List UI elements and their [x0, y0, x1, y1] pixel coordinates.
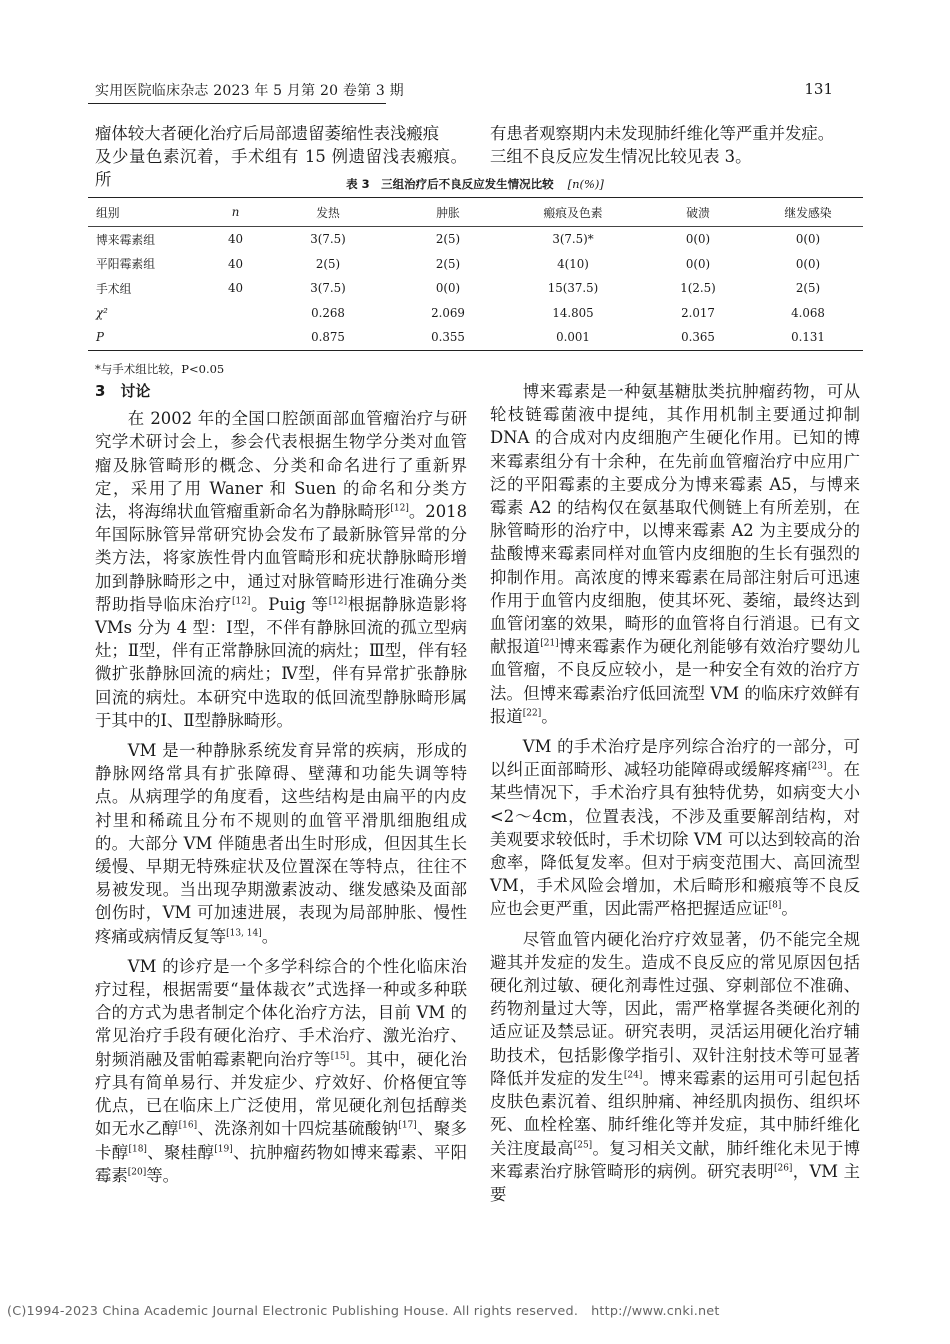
table-cell: 40	[227, 281, 243, 296]
table-cell: 40	[227, 232, 243, 247]
col-header: 破溃	[643, 198, 753, 227]
table-row	[88, 325, 863, 350]
paragraph: 在 2002 年的全国口腔颌面部血管瘤治疗与研究学术研讨会上，参会代表根据生物学分类对血管瘤及脉管畸形的概念、分类和命名进行了重新界定，采用了用 Waner 和 Suen 的命名和分类方法，将海绵状血管瘤重新命名为静脉畸形[12]。2018 年国际脉管异常研究协会发布了最新脉管异常的分类方法，将家族性骨内血管畸形和疣状静脉畸形增加到静脉畸形之中，通过对脉管畸形进行准确分类帮助指导临床治疗[12]。Puig 等[12]根据静脉造影将 VMs 分为 4 型：Ⅰ型，不伴有静脉回流的孤立型病灶；Ⅱ型，伴有正常静脉回流的病灶；Ⅲ型，伴有轻微扩张静脉回流的病灶；Ⅳ型，伴有异常扩张静脉回流的病灶。本研究中选取的低回流型静脉畸形属于其中的Ⅰ、Ⅱ型静脉畸形。	[95, 409, 468, 730]
paragraph: VM 是一种静脉系统发育异常的疾病，形成的静脉网络常具有扩张障碍、壁薄和功能失调等特点。从病理学的角度看，这些结构是由扁平的内皮衬里和稀疏且分布不规则的血管平滑肌细胞组成的。大部分 VM 伴随患者出生时形成，但因其生长缓慢、早期无特殊症状及位置深在等特点，往往不易被发现。当出现孕期激素波动、继发感染及面部创伤时，VM 可加速进展，表现为局部肿胀、慢性疼痛或病情反复等[13, 14]。	[95, 741, 467, 946]
col-header: 组别	[88, 198, 208, 227]
table-caption	[95, 176, 855, 192]
table-cell: 平阳霉素组	[96, 257, 155, 272]
table-cell: 0.365	[643, 325, 753, 350]
table-row	[88, 276, 863, 301]
col-header: 发热	[263, 198, 393, 227]
text-line: 有患者观察期内未发现肺纤维化等严重并发症。	[490, 124, 835, 143]
table-cell: 0(0)	[795, 232, 821, 247]
table-cell: 3(7.5)*	[552, 232, 594, 247]
table-title: 表 3 三组治疗后不良反应发生情况比较	[346, 177, 554, 191]
col-header: n	[208, 198, 263, 227]
table-cell: 0(0)	[435, 281, 461, 296]
paragraph: VM 的诊疗是一个多学科综合的个性化临床治疗过程，根据需要“量体裁衣”式选择一种或多种联合的方式为患者制定个体化治疗方法，目前 VM 的常见治疗手段有硬化治疗、手术治疗、激光治疗、射频消融及雷帕霉素靶向治疗等[15]。其中，硬化治疗具有简单易行、并发症少、疗效好、价格便宜等优点，已在临床上广泛使用，常见硬化剂包括醇类如无水乙醇[16]、洗涤剂如十四烷基硫酸钠[17]、聚多卡醇[18]、聚桂醇[19]、抗肿瘤药物如博来霉素、平阳霉素[20]等。	[95, 956, 468, 1185]
table-cell	[208, 325, 263, 350]
text-line: 及少量色素沉着，手术组有 15 例遗留浅表瘢痕。所	[95, 147, 467, 190]
table-cell: 0.355	[393, 325, 503, 350]
table-cell: 0.001	[503, 325, 643, 350]
table-cell: 0(0)	[795, 256, 821, 271]
page-number: 131	[804, 80, 833, 98]
table-cell: 2.017	[681, 305, 715, 320]
paragraph: VM 的手术治疗是序列综合治疗的一部分，可以纠正面部畸形、减轻功能障碍或缓解疼痛[23]。在某些情况下，手术治疗具有独特优势，如病变大小<2～4cm，位置表浅，不涉及重要解剖结构，对美观要求较低时，手术切除 VM 可以达到较高的治愈率，降低复发率。但对于病变范围大、高回流型 VM，手术风险会增加，术后畸形和瘢痕等不良反应也会更严重，因此需严格把握适应证[8]。	[490, 737, 861, 919]
table-cell: 2(5)	[435, 232, 461, 247]
table-cell: P	[88, 325, 208, 350]
table-cell: 40	[227, 256, 243, 271]
table-cell: 0(0)	[685, 256, 711, 271]
col-header: 继发感染	[753, 198, 863, 227]
table-cell: 博来霉素组	[96, 232, 155, 247]
copyright-footer: (C)1994-2023 China Academic Journal Electronic Publishing House. All rights reserved. http://www.cnki.net	[7, 1304, 720, 1319]
left-column	[95, 380, 467, 1187]
table-cell: χ²	[96, 305, 108, 320]
table-cell: 4.068	[791, 305, 825, 320]
adverse-reactions-table	[88, 197, 863, 351]
table-cell: 3(7.5)	[310, 281, 346, 296]
table-cell: 0.268	[311, 305, 345, 320]
table-cell: 0.131	[753, 325, 863, 350]
paragraph: 尽管血管内硬化治疗疗效显著，仍不能完全规避其并发症的发生。造成不良反应的常见原因包括硬化剂过敏、硬化剂毒性过强、穿刺部位不准确、药物剂量过大等，因此，需严格掌握各类硬化剂的适应证及禁忌证。研究表明，灵活运用硬化治疗辅助技术，包括影像学指引、双针注射技术等可显著降低并发症的发生[24]。博来霉素的运用可引起包括皮肤色素沉着、组织肿痛、神经肌肉损伤、组织坏死、血栓栓塞、肺纤维化等并发症，其中肺纤维化关注度最高[25]。复习相关文献，肺纤维化未见于博来霉素治疗脉管畸形的病例。研究表明[26]，VM 主要	[490, 929, 861, 1204]
paragraph: 博来霉素是一种氨基糖肽类抗肿瘤药物，可从轮枝链霉菌液中提纯，其作用机制主要通过抑制 DNA 的合成对内皮细胞产生硬化作用。已知的博来霉素组分有十余种，在先前血管瘤治疗中应用广泛的平阳霉素的主要成分为博来霉素 A5，与博来霉素 A2 的结构仅在氨基取代侧链上有所差别，在脉管畸形的治疗中，以博来霉素 A2 为主要成分的盐酸博来霉素同样对血管内皮细胞的生长有强烈的抑制作用。高浓度的博来霉素在局部注射后可迅速作用于血管内皮细胞，使其坏死、萎缩，最终达到血管闭塞的效果，畸形的血管将自行消退。已有文献报道[21]博来霉素作为硬化剂能够有效治疗婴幼儿血管瘤，不良反应较小，是一种安全有效的治疗方法。但博来霉素治疗低回流型 VM 的临床疗效鲜有报道[22]。	[490, 382, 861, 726]
right-column	[490, 380, 860, 1206]
table-cell: 0.875	[263, 325, 393, 350]
table-cell: 1(2.5)	[680, 281, 716, 296]
journal-title: 实用医院临床杂志 2023 年 5 月第 20 卷第 3 期	[95, 83, 404, 99]
text-line: 瘤体较大者硬化治疗后局部遗留萎缩性表浅瘢痕	[95, 124, 440, 143]
header-rule	[88, 103, 386, 104]
table-cell: 0(0)	[685, 232, 711, 247]
table-cell: 2(5)	[435, 256, 461, 271]
table-cell: 2.069	[431, 305, 465, 320]
running-header	[95, 80, 833, 102]
table-row	[88, 227, 863, 252]
right-top-text	[490, 122, 860, 168]
table-unit: [n(%)]	[567, 177, 604, 191]
table-footnote: *与手术组比较，P<0.05	[95, 362, 225, 376]
table-cell: 2(5)	[315, 256, 341, 271]
table-cell	[208, 301, 263, 326]
text-line: 三组不良反应发生情况比较见表 3。	[490, 147, 752, 167]
table-cell: 2(5)	[795, 281, 821, 296]
table-row	[88, 301, 863, 326]
table-cell: 3(7.5)	[310, 232, 346, 247]
col-header: 肿胀	[393, 198, 503, 227]
table-cell: 15(37.5)	[547, 281, 599, 296]
table-cell: 4(10)	[557, 256, 589, 271]
col-header: 瘢痕及色素	[503, 198, 643, 227]
table-row	[88, 252, 863, 277]
table-cell: 手术组	[96, 281, 132, 296]
table-cell: 14.805	[552, 305, 594, 320]
section-title: 3 讨论	[95, 382, 151, 400]
table-header-row	[88, 198, 863, 227]
